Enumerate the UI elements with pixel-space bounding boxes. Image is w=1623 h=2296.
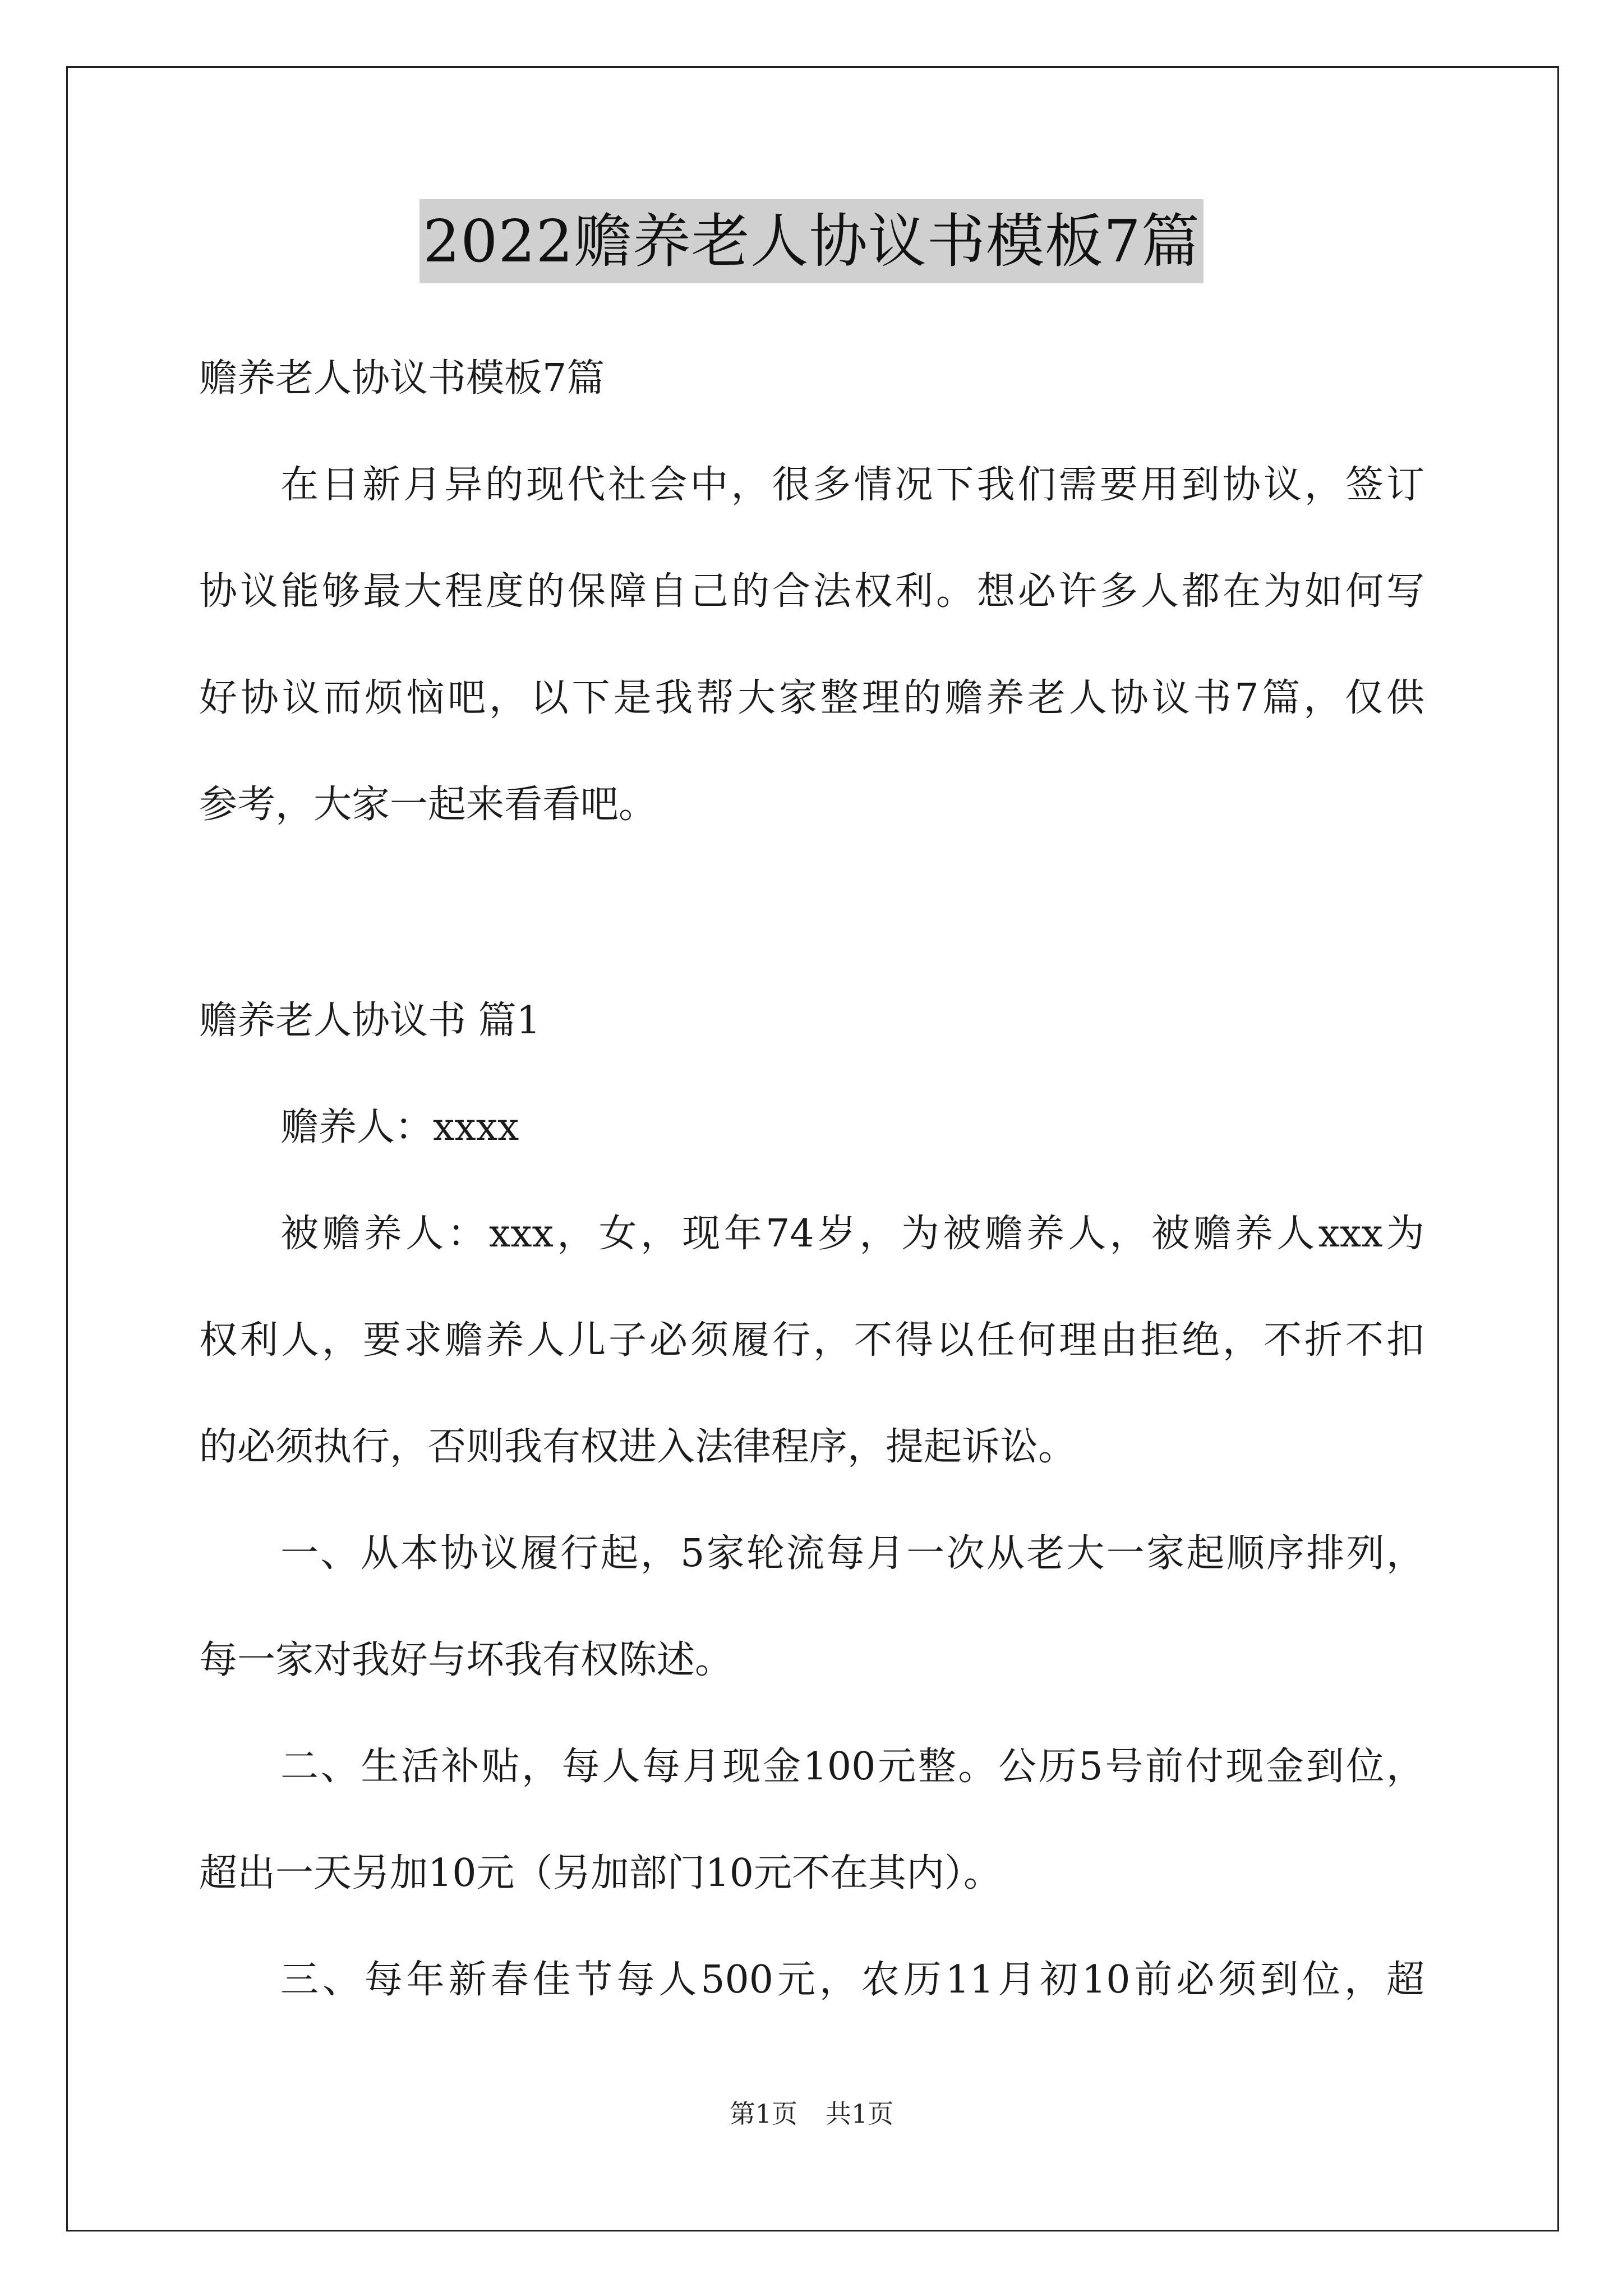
clause2-line-2: 超出一天另加10元（另加部门10元不在其内）。 (199, 1851, 1002, 1895)
intro-line-1: 在日新月异的现代社会中，很多情况下我们需要用到协议，签订 (280, 463, 1424, 507)
page-footer (0, 2097, 1623, 2131)
supporter-line: 赡养人：xxxx (280, 1105, 519, 1149)
clause2-line-1: 二、生活补贴，每人每月现金100元整。公历5号前付现金到位， (280, 1745, 1424, 1789)
document-subtitle: 赡养老人协议书模板7篇 (199, 356, 605, 401)
supported-line-1: 被赡养人：xxx，女，现年74岁，为被赡养人，被赡养人xxx为 (280, 1212, 1424, 1256)
intro-line-2: 协议能够最大程度的保障自己的合法权利。想必许多人都在为如何写 (199, 569, 1424, 614)
supported-line-2: 权利人，要求赡养人儿子必须履行，不得以任何理由拒绝，不折不扣 (199, 1318, 1424, 1363)
clause3-line-1: 三、每年新春佳节每人500元，农历11月初10前必须到位，超 (280, 1958, 1424, 2002)
intro-line-4: 参考，大家一起来看看吧。 (199, 783, 657, 827)
page-total: 共1页 (826, 2099, 894, 2129)
title-container (0, 199, 1623, 283)
document-title: 2022赡养老人协议书模板7篇 (419, 199, 1204, 283)
page-number: 第1页 (729, 2099, 797, 2129)
clause1-line-2: 每一家对我好与坏我有权陈述。 (199, 1638, 734, 1682)
section-heading: 赡养老人协议书 篇1 (199, 999, 541, 1043)
intro-line-3: 好协议而烦恼吧，以下是我帮大家整理的赡养老人协议书7篇，仅供 (199, 676, 1424, 720)
supported-line-3: 的必须执行，否则我有权进入法律程序，提起诉讼。 (199, 1425, 1077, 1469)
clause1-line-1: 一、从本协议履行起，5家轮流每月一次从老大一家起顺序排列， (280, 1531, 1424, 1576)
